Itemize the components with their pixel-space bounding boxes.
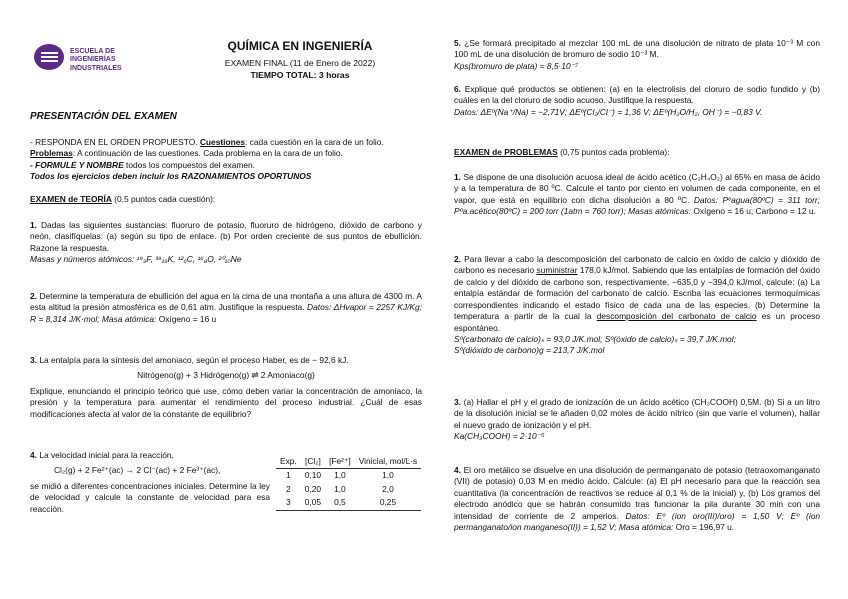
exam-time: TIEMPO TOTAL: 3 horas: [250, 70, 350, 80]
table-header: [Fe²⁺]: [325, 455, 355, 469]
rate-data-table: [276, 455, 421, 511]
problem-4: 4. El oro metálico se disuelve en una disolución de permanganato de potasio (tetraoxomanganato (VII) de potasio) 0,03 M en medio ácido. Calcule: (a) El pH necesario para que la reacción sea cuantitativa (la concentración de reactivos se reduce al 0,1 % de la inicial) y, (b) Los gramos del electrodo anódico que se habrán consumido tras funcionar la pila durante 30 min con una intensidad de corriente de 2 amperios. Datos: Eº (ion oro(III)/oro) = 1,50 V; Eº (ion permanganato/ion manganeso(II)) = 1,52 V; Masa atómica: Oro = 196,97 u.: [454, 465, 821, 533]
table-header: [Cl₂]: [301, 455, 325, 469]
presentation-rules: - RESPONDA EN EL ORDEN PROPUESTO. Cuestiones: cada cuestión en la cara de un folio. Problemas: A continuación de las cuestiones. Cada problema en la cara de un folio. - FORMULE Y NOMBRE todos los compuestos del examen. Todos los ejercicios deben incluir los RAZONAMIENTOS OPORTUNOS: [30, 137, 384, 182]
presentation-title: PRESENTACIÓN DEL EXAMEN: [30, 111, 177, 122]
problem-2: 2. Para llevar a cabo la descomposición del carbonato de calcio en óxido de calcio y dióxido de carbono es necesario suministrar 178,0 kJ/mol. Sabiendo que las entalpías de formación del óxido de calcio y del dióxido de carbono son, respectivamente, −635,0 y −394,0 kJ/mol, calcule: (a) La entalpía estándar de formación del carbonato de calcio. Escriba las ecuaciones termoquímicas correspondientes indicando el estado físico de cada una de las especies. (b) Determine la temperatura a partir de la cual la descomposición del carbonato de calcio es un proceso espontáneo. Sº(carbonato de calcio)ₛ = 93,0 J/K.mol; Sº(óxido de calcio)ₛ = 39,7 J/K.mol; Sº(dióxido de carbono)g = 213,7 J/K.mol: [454, 254, 820, 356]
table-row: 3 0,05 0,5 0,25: [276, 496, 421, 510]
table-header: Vinicial, mol/L·s: [355, 455, 422, 469]
theory-question-3: 3. La entalpía para la síntesis del amoniaco, según el proceso Haber, es de − 92,6 kJ. Nitrógeno(g) + 3 Hidrógeno(g) ⇌ 2 Amoniaco(g) Explique, enunciando el principio teórico que use, cómo deben variar la concentración de amoniaco, la presión y la temperatura para aumentar el rendimiento del proceso industrial. ¿Cuál de esas modificaciones afecta al valor de la constante de equilibrio?: [30, 355, 422, 419]
exam-date: EXAMEN FINAL (11 de Enero de 2022): [224, 58, 376, 68]
problem-1: 1. Se dispone de una disolución acuosa ideal de ácido acético (C₂H₄O₂) al 65% en masa de ácido y a la temperatura de 80 ºC. Calcule el tanto por ciento en volumen de cada componente, en el vapor, que está en equilibrio con dicha disolución a 80 ºC. Datos: Pºagua(80ºC) = 311 torr; Pºa.acético(80ºC) = 200 torr (1atm = 760 torr); Masas atómicas: Oxígeno = 16 u; Carbono = 12 u.: [454, 172, 820, 217]
theory-question-5: 5. ¿Se formará precipitado al mezclar 100 mL de una disolución de nitrato de plata 10⁻³ M con 100 mL de una disolución de bromuro de sodio 10⁻³ M. Kps(bromuro de plata) = 8,5·10⁻⁷: [454, 38, 820, 71]
exam-title: QUÍMICA EN INGENIERÍA: [227, 39, 373, 53]
school-logo-icon: [34, 44, 64, 70]
logo-line-1: ESCUELA DE INGENIERÍAS: [70, 48, 116, 64]
logo-line-2: INDUSTRIALES: [70, 64, 122, 72]
theory-question-1: 1. Dadas las siguientes sustancias: fluoruro de potasio, fluoruro de hidrógeno, dióxido de carbono y neón, clasifíquelas: (a) según su tipo de enlace. (b) Por orden creciente de sus puntos de ebullición. Razone la respuesta. Masas y números atómicos: ¹⁹₉F, ³⁹₁₉K, ¹²₆C, ¹⁶₈O, ²⁰₁₀Ne: [30, 220, 422, 265]
problems-heading: EXAMEN de PROBLEMAS (0,75 puntos cada problema):: [454, 147, 670, 157]
theory-question-2: 2. Determine la temperatura de ebullición del agua en la cima de una montaña a una altura de 4300 m. A esta altitud la presión atmosférica es de 0,61 atm. Justifique la respuesta. Datos: ΔHvapor = 2257 KJ/Kg; R = 8,314 J/K·mol; Masa atómica: Oxígeno = 16 u: [30, 291, 422, 324]
theory-question-4: 4. La velocidad inicial para la reacción, Cl₂(g) + 2 Fe²⁺(ac) → 2 Cl⁻(ac) + 2 Fe³⁺(ac), se midió a diferentes concentraciones iniciales. Determine la ley de velocidad y calcule la constante de velocidad para esa reacción.: [30, 450, 270, 514]
problem-3: 3. (a) Hallar el pH y el grado de ionización de un ácido acético (CH₃COOH) 0,5M. (b) Si a un litro de la disolución inicial se le añaden 0,02 moles de ácido nítrico (sin que varíe el volumen), hallar el nuevo grado de ionización y el pH. Ka(CH₃COOH) = 2·10⁻⁵: [454, 397, 820, 442]
theory-heading: EXAMEN de TEORÍA (0,5 puntos cada cuestión):: [30, 194, 216, 204]
table-row: 1 0,10 1,0 1,0: [286, 470, 394, 481]
table-header: Exp.: [276, 455, 301, 469]
table-row: 2 0,20 1,0 2,0: [286, 483, 394, 494]
school-logo: [30, 40, 160, 74]
redox-equation: Cl₂(g) + 2 Fe²⁺(ac) → 2 Cl⁻(ac) + 2 Fe³⁺(ac),: [54, 465, 221, 476]
haber-equation: Nitrógeno(g) + 3 Hidrógeno(g) ⇌ 2 Amoniaco(g): [137, 370, 315, 381]
theory-question-6: 6. Explique qué productos se obtienen: (a) en la electrolisis del cloruro de sodio fundido y (b) cuáles en la del cloruro de sodio acuoso. Justifique la respuesta. Datos: ΔEº(Na⁺/Na) = −2,71V; ΔEº(Cl₂/Cl⁻) = 1,36 V; ΔEº(H₂O/H₂, OH⁻) = −0,83 V.: [454, 84, 820, 117]
